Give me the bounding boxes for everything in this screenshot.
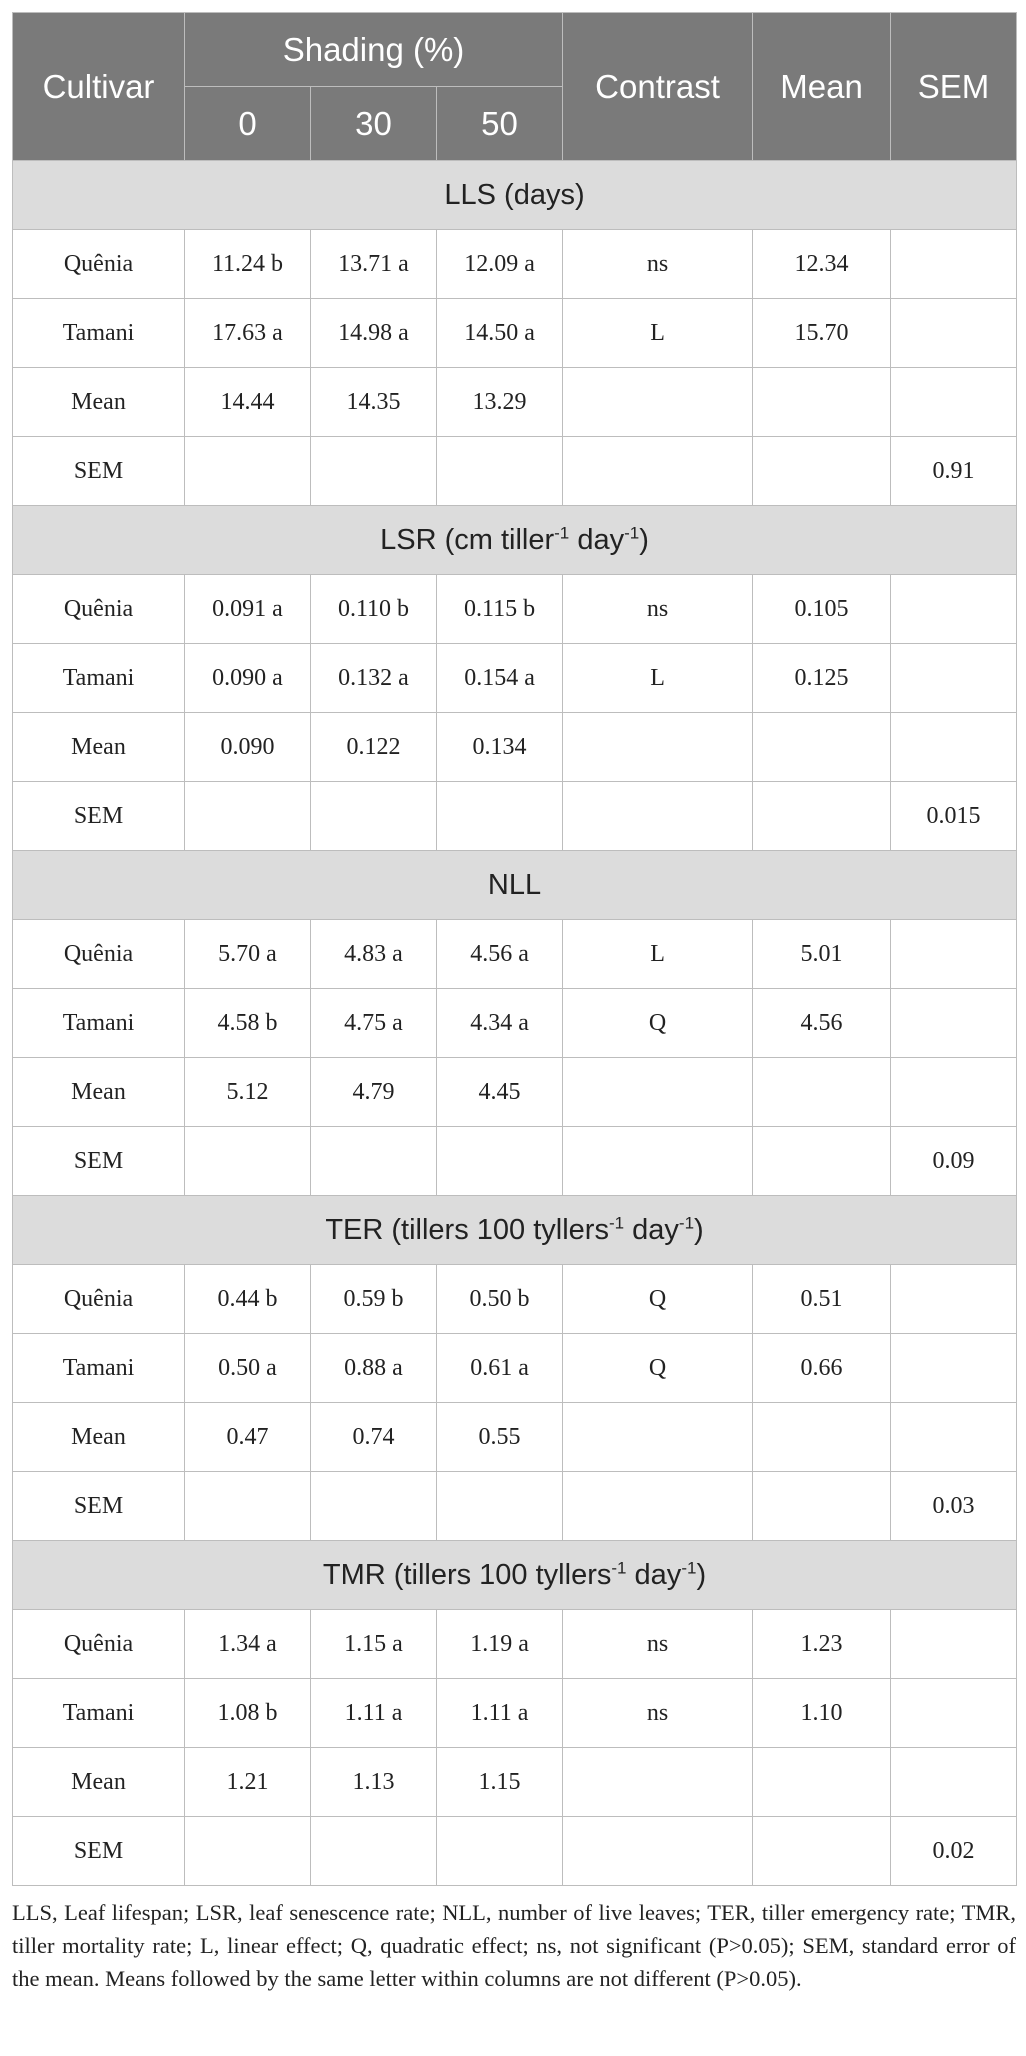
shading-0-cell: 0.090 a xyxy=(185,644,311,713)
shading-0-cell: 5.12 xyxy=(185,1058,311,1127)
sem-cell xyxy=(891,920,1017,989)
table-row xyxy=(13,644,1017,713)
sem-cell xyxy=(891,713,1017,782)
mean-cell xyxy=(753,368,891,437)
section-title: NLL xyxy=(13,851,1017,920)
mean-cell xyxy=(753,437,891,506)
cultivar-cell: Mean xyxy=(13,1058,185,1127)
shading-30-cell xyxy=(311,1127,437,1196)
shading-50-cell: 1.15 xyxy=(437,1748,563,1817)
shading-50-cell: 0.134 xyxy=(437,713,563,782)
mean-cell xyxy=(753,1058,891,1127)
shading-0-cell: 1.21 xyxy=(185,1748,311,1817)
shading-30-cell: 0.88 a xyxy=(311,1334,437,1403)
section-title-part: -1 xyxy=(611,1557,627,1577)
shading-0-cell: 11.24 b xyxy=(185,230,311,299)
contrast-cell: ns xyxy=(563,1610,753,1679)
sem-cell xyxy=(891,1403,1017,1472)
contrast-cell: L xyxy=(563,920,753,989)
mean-cell xyxy=(753,1403,891,1472)
section-title xyxy=(13,1541,1017,1610)
section-header-row xyxy=(13,161,1017,230)
cultivar-cell: Mean xyxy=(13,368,185,437)
mean-cell: 4.56 xyxy=(753,989,891,1058)
mean-cell: 0.51 xyxy=(753,1265,891,1334)
contrast-cell xyxy=(563,1817,753,1886)
header-level-30: 30 xyxy=(311,87,437,161)
contrast-cell xyxy=(563,782,753,851)
table-row xyxy=(13,437,1017,506)
sem-cell: 0.02 xyxy=(891,1817,1017,1886)
section-title-part: LSR (cm tiller xyxy=(380,523,555,556)
cultivar-cell: Tamani xyxy=(13,644,185,713)
contrast-cell: ns xyxy=(563,230,753,299)
shading-30-cell: 1.15 a xyxy=(311,1610,437,1679)
table-footnote: LLS, Leaf lifespan; LSR, leaf senescence rate; NLL, number of live leaves; TER, tiller emergency rate; TMR, tiller mortality rate; L, linear effect; Q, quadratic effect; ns, not significant (P>0.05); SEM, standard error of the mean. Means followed by the same letter within columns are not different (P>0.05). xyxy=(12,1900,1016,1991)
shading-30-cell: 1.13 xyxy=(311,1748,437,1817)
shading-0-cell: 17.63 a xyxy=(185,299,311,368)
section-title-part: ) xyxy=(694,1213,704,1246)
shading-50-cell: 0.50 b xyxy=(437,1265,563,1334)
section-header-row xyxy=(13,851,1017,920)
table-body xyxy=(13,161,1017,1886)
contrast-cell xyxy=(563,1058,753,1127)
cultivar-cell: Tamani xyxy=(13,299,185,368)
shading-0-cell: 14.44 xyxy=(185,368,311,437)
section-title-part: day xyxy=(624,1213,679,1246)
sem-cell: 0.91 xyxy=(891,437,1017,506)
shading-30-cell xyxy=(311,1472,437,1541)
shading-0-cell: 0.44 b xyxy=(185,1265,311,1334)
shading-50-cell: 1.19 a xyxy=(437,1610,563,1679)
shading-50-cell xyxy=(437,1472,563,1541)
shading-30-cell: 4.75 a xyxy=(311,989,437,1058)
table-row xyxy=(13,989,1017,1058)
contrast-cell: Q xyxy=(563,1334,753,1403)
shading-50-cell: 12.09 a xyxy=(437,230,563,299)
header-contrast: Contrast xyxy=(563,13,753,161)
mean-cell xyxy=(753,1817,891,1886)
shading-50-cell xyxy=(437,1817,563,1886)
cultivar-cell: SEM xyxy=(13,1472,185,1541)
sem-cell xyxy=(891,368,1017,437)
shading-30-cell: 4.83 a xyxy=(311,920,437,989)
sem-cell xyxy=(891,1265,1017,1334)
contrast-cell xyxy=(563,437,753,506)
shading-0-cell: 0.090 xyxy=(185,713,311,782)
header-level-50: 50 xyxy=(437,87,563,161)
shading-0-cell xyxy=(185,1817,311,1886)
shading-50-cell: 0.55 xyxy=(437,1403,563,1472)
table-row xyxy=(13,1058,1017,1127)
cultivar-cell: SEM xyxy=(13,437,185,506)
contrast-cell: ns xyxy=(563,1679,753,1748)
table-row xyxy=(13,782,1017,851)
shading-50-cell xyxy=(437,437,563,506)
shading-50-cell: 4.56 a xyxy=(437,920,563,989)
table-row xyxy=(13,575,1017,644)
shading-0-cell: 0.091 a xyxy=(185,575,311,644)
sem-cell xyxy=(891,644,1017,713)
mean-cell: 5.01 xyxy=(753,920,891,989)
sem-cell xyxy=(891,989,1017,1058)
sem-cell xyxy=(891,575,1017,644)
shading-50-cell xyxy=(437,1127,563,1196)
table-row xyxy=(13,368,1017,437)
table-row xyxy=(13,1748,1017,1817)
cultivar-cell: Mean xyxy=(13,713,185,782)
shading-50-cell: 0.115 b xyxy=(437,575,563,644)
shading-0-cell: 0.47 xyxy=(185,1403,311,1472)
contrast-cell: Q xyxy=(563,1265,753,1334)
contrast-cell xyxy=(563,1748,753,1817)
section-title-part: -1 xyxy=(624,522,640,542)
shading-50-cell xyxy=(437,782,563,851)
shading-0-cell: 4.58 b xyxy=(185,989,311,1058)
contrast-cell xyxy=(563,1403,753,1472)
table-row xyxy=(13,1265,1017,1334)
mean-cell xyxy=(753,782,891,851)
mean-cell xyxy=(753,1748,891,1817)
sem-cell xyxy=(891,1679,1017,1748)
table-row xyxy=(13,1679,1017,1748)
shading-0-cell: 0.50 a xyxy=(185,1334,311,1403)
mean-cell: 0.125 xyxy=(753,644,891,713)
table-row xyxy=(13,1127,1017,1196)
cultivar-cell: Mean xyxy=(13,1748,185,1817)
section-title-part: -1 xyxy=(681,1557,697,1577)
shading-30-cell: 14.98 a xyxy=(311,299,437,368)
mean-cell: 1.10 xyxy=(753,1679,891,1748)
shading-30-cell xyxy=(311,437,437,506)
sem-cell xyxy=(891,1058,1017,1127)
cultivar-cell: Quênia xyxy=(13,920,185,989)
shading-0-cell: 1.34 a xyxy=(185,1610,311,1679)
section-title xyxy=(13,506,1017,575)
cultivar-cell: Quênia xyxy=(13,1610,185,1679)
cultivar-cell: Tamani xyxy=(13,989,185,1058)
table-row xyxy=(13,1403,1017,1472)
shading-0-cell xyxy=(185,1472,311,1541)
header-mean: Mean xyxy=(753,13,891,161)
mean-cell: 0.105 xyxy=(753,575,891,644)
section-title-part: ) xyxy=(639,523,649,556)
table-row xyxy=(13,920,1017,989)
shading-50-cell: 4.45 xyxy=(437,1058,563,1127)
shading-30-cell: 0.74 xyxy=(311,1403,437,1472)
header-sem: SEM xyxy=(891,13,1017,161)
section-title-part: day xyxy=(626,1558,682,1591)
sem-cell xyxy=(891,299,1017,368)
shading-30-cell xyxy=(311,782,437,851)
shading-30-cell: 4.79 xyxy=(311,1058,437,1127)
table-row xyxy=(13,230,1017,299)
header-shading: Shading (%) xyxy=(185,13,563,87)
cultivar-cell: SEM xyxy=(13,1817,185,1886)
mean-cell xyxy=(753,713,891,782)
shading-30-cell: 1.11 a xyxy=(311,1679,437,1748)
section-title-part: day xyxy=(569,523,625,556)
mean-cell: 1.23 xyxy=(753,1610,891,1679)
section-title-part: TER (tillers 100 tyllers xyxy=(325,1213,609,1246)
section-title-part: -1 xyxy=(608,1212,625,1232)
mean-cell: 15.70 xyxy=(753,299,891,368)
cultivar-cell: SEM xyxy=(13,782,185,851)
table-row xyxy=(13,713,1017,782)
contrast-cell: L xyxy=(563,299,753,368)
shading-50-cell: 13.29 xyxy=(437,368,563,437)
shading-0-cell: 1.08 b xyxy=(185,1679,311,1748)
cultivar-cell: Mean xyxy=(13,1403,185,1472)
table-row xyxy=(13,1334,1017,1403)
section-title-part: ) xyxy=(696,1558,707,1591)
contrast-cell xyxy=(563,1127,753,1196)
section-header-row xyxy=(13,1196,1017,1265)
sem-cell xyxy=(891,1748,1017,1817)
cultivar-cell: Quênia xyxy=(13,575,185,644)
table-header xyxy=(13,13,1017,161)
contrast-cell: ns xyxy=(563,575,753,644)
sem-cell xyxy=(891,230,1017,299)
section-title-part: TMR (tillers 100 tyllers xyxy=(322,1558,612,1591)
shading-30-cell: 0.59 b xyxy=(311,1265,437,1334)
table-row xyxy=(13,299,1017,368)
shading-0-cell xyxy=(185,1127,311,1196)
cultivar-cell: Quênia xyxy=(13,230,185,299)
cultivar-cell: SEM xyxy=(13,1127,185,1196)
shading-50-cell: 14.50 a xyxy=(437,299,563,368)
table-row xyxy=(13,1610,1017,1679)
shading-30-cell: 13.71 a xyxy=(311,230,437,299)
mean-cell: 0.66 xyxy=(753,1334,891,1403)
shading-50-cell: 0.61 a xyxy=(437,1334,563,1403)
contrast-cell xyxy=(563,368,753,437)
header-cultivar: Cultivar xyxy=(13,13,185,161)
section-title-part: -1 xyxy=(678,1212,695,1232)
contrast-cell: L xyxy=(563,644,753,713)
section-title-part: -1 xyxy=(554,522,570,542)
shading-0-cell xyxy=(185,437,311,506)
section-header-row xyxy=(13,506,1017,575)
shading-30-cell: 14.35 xyxy=(311,368,437,437)
cultivar-cell: Tamani xyxy=(13,1334,185,1403)
mean-cell xyxy=(753,1472,891,1541)
contrast-cell xyxy=(563,713,753,782)
shading-30-cell: 0.122 xyxy=(311,713,437,782)
sem-cell: 0.09 xyxy=(891,1127,1017,1196)
data-table xyxy=(12,12,1017,1886)
sem-cell: 0.03 xyxy=(891,1472,1017,1541)
shading-50-cell: 4.34 a xyxy=(437,989,563,1058)
sem-cell: 0.015 xyxy=(891,782,1017,851)
shading-30-cell: 0.132 a xyxy=(311,644,437,713)
shading-0-cell xyxy=(185,782,311,851)
header-level-0: 0 xyxy=(185,87,311,161)
table-row xyxy=(13,1817,1017,1886)
mean-cell xyxy=(753,1127,891,1196)
shading-50-cell: 0.154 a xyxy=(437,644,563,713)
shading-50-cell: 1.11 a xyxy=(437,1679,563,1748)
sem-cell xyxy=(891,1610,1017,1679)
cultivar-cell: Tamani xyxy=(13,1679,185,1748)
sem-cell xyxy=(891,1334,1017,1403)
contrast-cell xyxy=(563,1472,753,1541)
shading-30-cell: 0.110 b xyxy=(311,575,437,644)
contrast-cell: Q xyxy=(563,989,753,1058)
shading-0-cell: 5.70 a xyxy=(185,920,311,989)
cultivar-cell: Quênia xyxy=(13,1265,185,1334)
section-title xyxy=(13,1196,1017,1265)
table-row xyxy=(13,1472,1017,1541)
shading-30-cell xyxy=(311,1817,437,1886)
section-title: LLS (days) xyxy=(13,161,1017,230)
table-container xyxy=(12,12,1016,1995)
section-header-row xyxy=(13,1541,1017,1610)
mean-cell: 12.34 xyxy=(753,230,891,299)
